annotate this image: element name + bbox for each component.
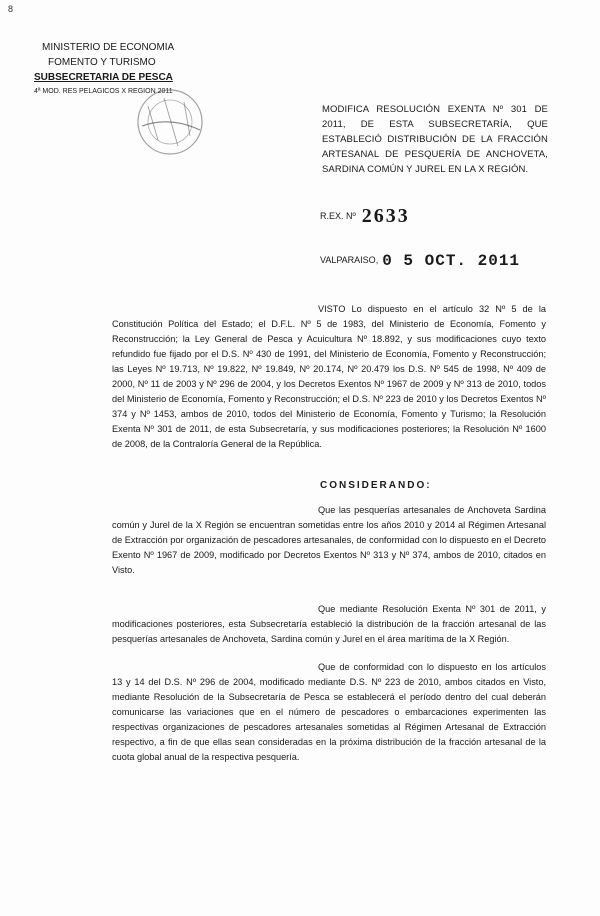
date-place: VALPARAISO,: [320, 255, 379, 265]
resolution-number: [320, 205, 410, 228]
considerando-heading: CONSIDERANDO:: [320, 480, 432, 491]
rex-number: 2633: [361, 205, 410, 227]
corner-mark: 8: [8, 4, 14, 14]
considerando-paragraph-1: Que las pesquerías artesanales de Anchoveta Sardina común y Jurel de la X Región se encuentran sometidas entre los años 2010 y 2014 al Régimen Artesanal de Extracción por organización de pescadores artesanales, de conformidad con lo dispuesto en el Decreto Exento Nº 1967 de 2009, modificado por Decretos Exentos Nº 313 y Nº 374, ambos de 2010, citados en Visto.: [112, 505, 546, 575]
considerando-paragraph-3: Que de conformidad con lo dispuesto en los artículos 13 y 14 del D.S. Nº 296 de 2004, modificado mediante D.S. Nº 223 de 2010, ambos citados en Visto, mediante Resolución de la Subsecretaría de Pesca se establecerá el período dentro del cual deberán comunicarse las variaciones que en el número de pescadores o embarcaciones experimenten las respectivas organizaciones de pescadores artesanales sometidas al Régimen Artesanal de Extracción respectivo, a fin de que ellas sean consideradas en la próxima distribución de la fracción artesanal de la cuota global anual de la respectiva pesquería.: [112, 662, 546, 762]
header-ministry-sub: FOMENTO Y TURISMO: [48, 57, 156, 68]
rex-label: R.EX. Nº: [320, 211, 356, 221]
official-seal-stamp: [134, 86, 206, 158]
considerando-paragraph-2: Que mediante Resolución Exenta Nº 301 de 2011, y modificaciones posteriores, esta Subsecretaría estableció la distribución de la fracción artesanal de las pesquerías artesanales de Anchoveta, Sardina común y Jurel en el área marítima de la X Región.: [112, 604, 546, 644]
header-reference: 4ª MOD. RES PELAGICOS X REGION 2011: [34, 88, 173, 95]
header-subsecretaria: SUBSECRETARIA DE PESCA: [34, 72, 173, 83]
resolution-title: MODIFICA RESOLUCIÓN EXENTA Nº 301 DE 2011, DE ESTA SUBSECRETARÍA, QUE ESTABLECIÓ DISTRIBUCIÓN DE LA FRACCIÓN ARTESANAL DE PESQUERÍA DE ANCHOVETA, SARDINA COMÚN Y JUREL EN LA X REGIÓN.: [322, 104, 548, 175]
header-ministry: MINISTERIO DE ECONOMIA: [42, 42, 175, 53]
visto-paragraph: VISTO Lo dispuesto en el artículo 32 Nº 5 de la Constitución Política del Estado; el D.F.L. Nº 5 de 1983, del Ministerio de Economía, Fomento y Reconstrucción; la Ley General de Pesca y Acuicultura Nº 18.892, y sus modificaciones cuyo texto refundido fue fijado por el D.S. Nº 430 de 1991, del Ministerio de Economía, Fomento y Reconstrucción; las Leyes Nº 19.713, Nº 19.822, Nº 19.849, Nº 20.174, Nº 20.479 los D.S. Nº 545 de 1998, Nº 409 de 2000, Nº 11 de 2003 y Nº 296 de 2004, y los Decretos Exentos Nº 1967 de 2009 y Nº 313 de 2010, todos del Ministerio de Economía, Fomento y Reconstrucción; el D.S. Nº 223 de 2010 y los Decretos Exentos Nº 374 y Nº 1453, ambos de 2010, todos del Ministerio de Economía, Fomento y Turismo; la Resolución Exenta Nº 301 de 2011, de esta Subsecretaría, y sus modificaciones posteriores; la Resolución Nº 1600 de 2008, de la Contraloría General de la República.: [112, 304, 546, 449]
place-date: [320, 252, 520, 270]
date-stamp: 0 5 OCT. 2011: [382, 252, 521, 270]
